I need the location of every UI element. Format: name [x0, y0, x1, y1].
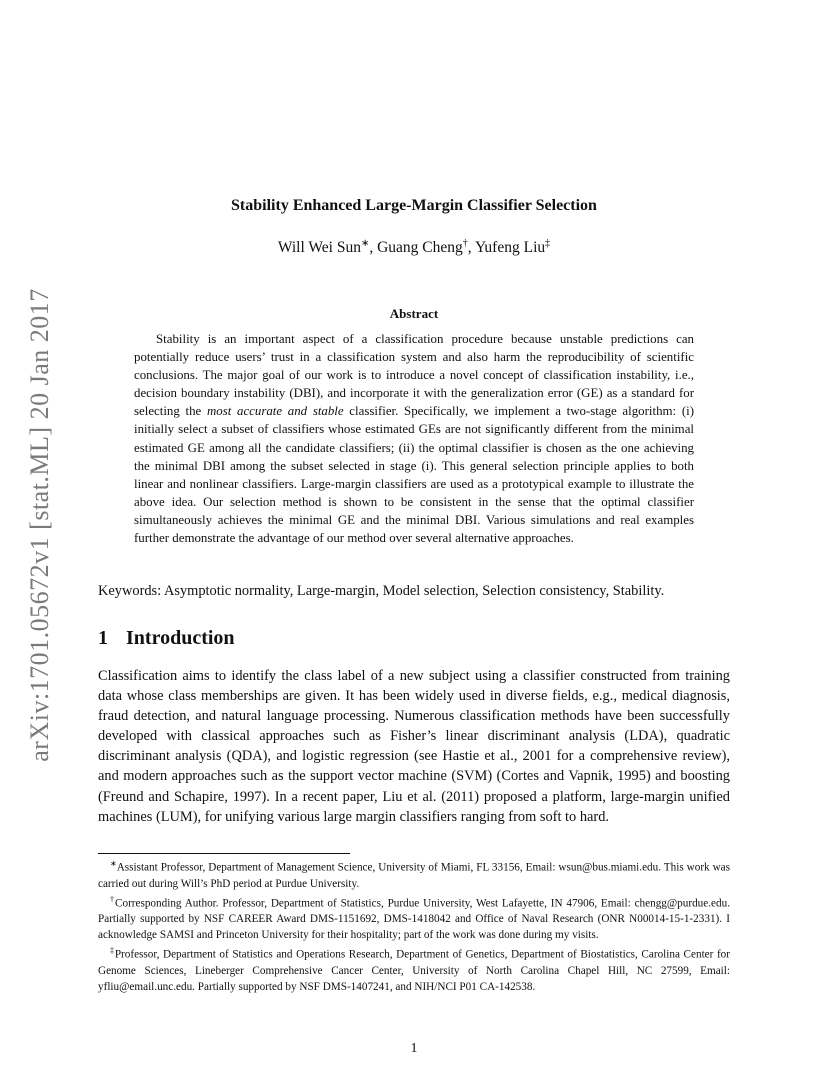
footnote	[98, 892, 730, 944]
page-number: 1	[410, 1041, 418, 1056]
author-footnote-mark: ∗	[360, 238, 370, 249]
footnotes	[98, 856, 730, 995]
author-name: Will Wei Sun	[277, 239, 361, 257]
author-line: Will Wei Sun∗, Guang Cheng†, Yufeng Liu‡	[277, 238, 551, 257]
footnote-text: Professor, Department of Statistics and Operations Research, Department of Genetics, Department of Biostatistics, Carolina Center for Genome Sciences, Lineberger Comprehensive Cancer Center, University of North Carolina Chapel Hill, NC 27599, Email: yfliu@email.unc.edu. Partially supported by NSF DMS-1407241, and NIH/NCI P01 CA-142538.	[98, 949, 731, 994]
footnote-text: Assistant Professor, Department of Management Science, University of Miami, FL 33156, Email: wsun@bus.miami.edu. This work was carried out during Will’s PhD period at Purdue University.	[98, 861, 730, 890]
abstract-heading: Abstract	[389, 306, 439, 321]
abstract-text	[134, 330, 694, 547]
keywords: Keywords: Asymptotic normality, Large-margin, Model selection, Selection consistency, Stability.	[98, 583, 665, 599]
arxiv-sidebar-stamp	[20, 290, 60, 760]
abstract-text-part: classifier. Specifically, we implement a two-stage algorithm: (i) initially select a subset of classifiers whose estimated GEs are not significantly different from the minimal estimated GE among all the candidate classifiers; (ii) the optimal classifier is chosen as the one achieving the minimal DBI among the subset selected in stage (i). This general selection principle applies to both linear and nonlinear classifiers. Large-margin classifiers are used as a prototypical example to illustrate the above idea. Our selection method is shown to be consistent in the sense that the optimal classifier simultaneously achieves the minimal GE and the minimal DBI. Various simulations and real examples further demonstrate the advantage of our method over several alternative approaches.	[134, 404, 694, 546]
abstract-emphasis: most accurate and stable	[206, 404, 344, 419]
section-number: 1	[98, 627, 108, 649]
abstract-text-part: Stability is an important aspect of a classification procedure because unstable predictions can potentially reduce users’ trust in a classification system and also harm the reproducibility of scientific conclusions. The major goal of our work is to introduce a novel concept of classification instability, i.e., decision boundary instability (DBI), and incorporate it with the generalization error (GE) as a standard for selecting the	[134, 332, 694, 419]
footnote	[98, 943, 730, 995]
author-name: Guang Cheng	[377, 239, 463, 257]
footnote-mark: ‡	[110, 946, 115, 956]
section-heading	[98, 627, 235, 650]
footnote-mark: ∗	[110, 859, 117, 868]
author-footnote-mark: †	[462, 238, 468, 249]
section-title: Introduction	[126, 627, 235, 649]
footnote	[98, 856, 730, 892]
introduction-paragraph: Classification aims to identify the class label of a new subject using a classifier constructed from training data whose class memberships are given. It has been widely used in diverse fields, e.g., medical diagnosis, fraud detection, and natural language processing. Numerous classification methods have been successfully developed with classical approaches such as Fisher’s linear discriminant analysis (LDA), quadratic discriminant analysis (QDA), and logistic regression (see Hastie et al., 2001 for a comprehensive review), and modern approaches such as the support vector machine (SVM) (Cortes and Vapnik, 1995) and boosting (Freund and Schapire, 1997). In a recent paper, Liu et al. (2011) proposed a platform, large-margin unified machines (LUM), for unifying various large margin classifiers ranging from soft to hard.	[98, 668, 730, 825]
footnote-rule	[98, 853, 350, 854]
author-footnote-mark: ‡	[545, 238, 551, 249]
footnote-text: Corresponding Author. Professor, Department of Statistics, Purdue University, West Lafayette, IN 47906, Email: chengg@purdue.edu. Partially supported by NSF CAREER Award DMS-1151692, DMS-1418042 and Office of Naval Research (ONR N00014-15-1-2331). I acknowledge SAMSI and Princeton University for their hospitality; part of the work was done during my visits.	[98, 897, 730, 942]
footnote-mark: †	[110, 894, 116, 904]
author-name: Yufeng Liu	[474, 239, 546, 257]
paper-title: Stability Enhanced Large-Margin Classifier Selection	[231, 197, 597, 214]
arxiv-id: arXiv:1701.05672v1 [stat.ML] 20 Jan 2017	[25, 288, 54, 762]
